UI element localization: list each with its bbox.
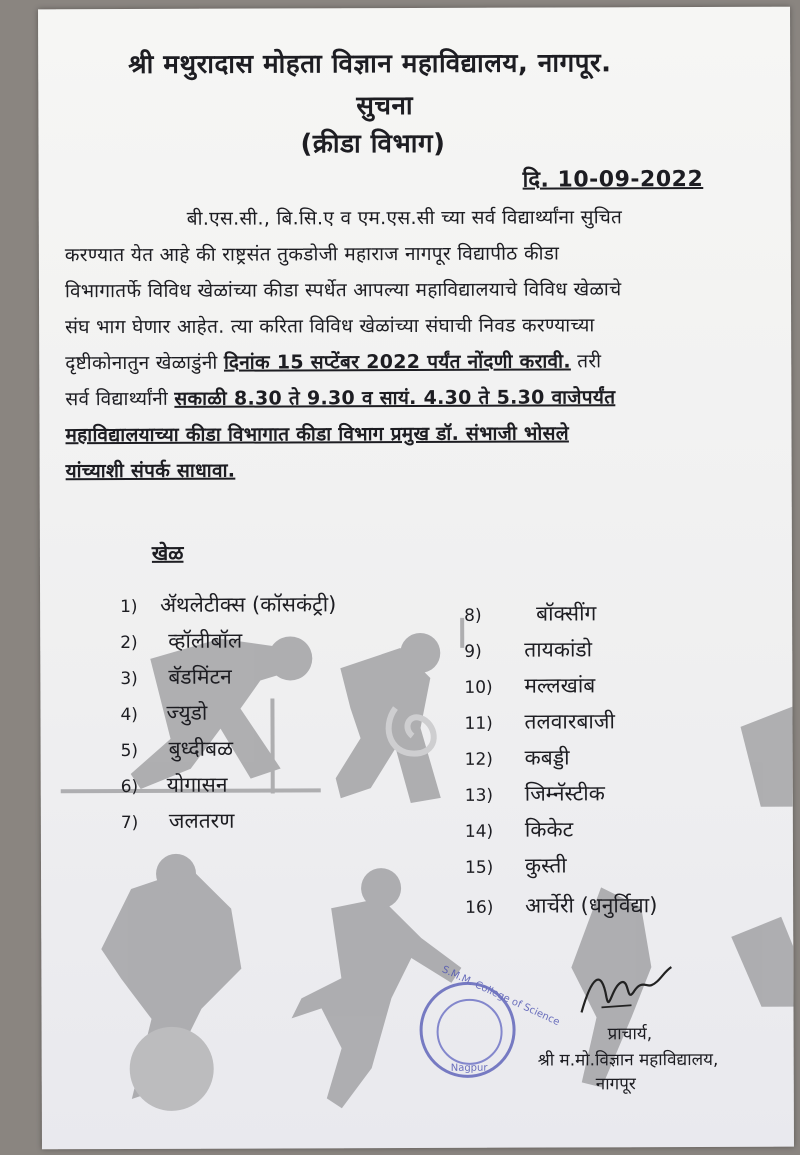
sport-item: आर्चेरी (धनुर्विद्या) xyxy=(525,893,658,918)
principal-college: श्री म.मो.विज्ञान महाविद्यालय, xyxy=(537,1049,719,1071)
sport-number: 3) xyxy=(120,668,138,690)
department-name: (क्रीडा विभाग) xyxy=(300,128,446,160)
notice-date: दि. 10-09-2022 xyxy=(522,166,704,193)
sport-number: 9) xyxy=(464,641,482,662)
body-line-8: यांच्याशी संपर्क साधावा. xyxy=(65,459,236,483)
contact-timings: सकाळी 8.30 ते 9.30 व सायं. 4.30 ते 5.30 वाजेपर्यंत xyxy=(174,386,616,410)
sports-heading: खेळ xyxy=(151,540,184,565)
sport-item: बुध्दीबळ xyxy=(168,736,234,761)
stamp-inner-ring xyxy=(436,999,502,1065)
sport-item: ज्युडो xyxy=(166,700,208,725)
body-line-1: बी.एस.सी., बि.सि.ए व एम.एस.सी च्या सर्व विद्यार्थ्यांना सुचित xyxy=(186,206,623,230)
stamp-top-text: S.M.M. College of Science xyxy=(440,964,562,1029)
sport-number: 14) xyxy=(464,821,494,842)
sport-number: 7) xyxy=(120,812,139,834)
notice-paper xyxy=(38,7,794,1150)
sport-item: कुस्ती xyxy=(524,853,567,878)
sport-number: 16) xyxy=(465,897,494,918)
body-line-3: विभागातर्फे विविध खेळांच्या कीडा स्पर्धेत आपल्या महाविद्यालयाचे विविध खेळाचे xyxy=(64,278,622,303)
sport-number: 5) xyxy=(120,740,139,762)
sport-item: योगासन xyxy=(166,772,228,797)
sport-item: किकेट xyxy=(524,817,574,842)
body-line-5-suffix: तरी xyxy=(577,350,602,373)
sport-item: व्हॉलीबॉल xyxy=(168,628,243,653)
sport-number: 11) xyxy=(464,713,493,734)
principal-city: नागपूर xyxy=(595,1074,636,1095)
sport-number: 13) xyxy=(464,785,494,806)
sport-number: 12) xyxy=(464,749,493,770)
sport-item: बॅडमिंटन xyxy=(168,664,232,689)
principal-designation: प्राचार्य, xyxy=(607,1024,653,1045)
sport-number: 8) xyxy=(464,605,482,626)
sport-number: 4) xyxy=(120,704,138,726)
sport-number: 1) xyxy=(120,596,138,618)
body-line-2: करण्यात येत आहे की राष्ट्रसंत तुकडोजी महाराज नागपूर विद्यापीठ कीडा xyxy=(64,242,560,267)
body-line-6 xyxy=(65,379,615,417)
body-line-5-prefix: दृष्टीकोनातुन खेळाडुंनी xyxy=(65,351,218,375)
principal-signature xyxy=(571,957,681,1027)
sport-item: कबड्डी xyxy=(524,745,570,770)
sport-item: ॲथलेटीक्स (कॉसकंट्री) xyxy=(160,592,337,617)
sport-number: 2) xyxy=(120,632,138,654)
registration-deadline: दिनांक 15 सप्टेंबर 2022 पर्यंत नोंदणी करावी. xyxy=(223,350,571,374)
body-line-4: संघ भाग घेणार आहेत. त्या करिता विविध खेळांच्या संघाची निवड करण्याच्या xyxy=(65,314,595,339)
stamp-bottom-text: Nagpur xyxy=(450,1062,488,1074)
sport-item: बॉक्सींग xyxy=(536,601,597,626)
sport-number: 6) xyxy=(120,776,139,798)
sport-item: मल्लखांब xyxy=(524,673,596,698)
sport-item: तायकांडो xyxy=(524,637,593,662)
sport-item: जलतरण xyxy=(168,808,235,833)
college-stamp xyxy=(419,964,562,1078)
institution-name: श्री मथुरादास मोहता विज्ञान महाविद्यालय, नागपूर. xyxy=(128,48,612,81)
body-line-5 xyxy=(65,343,601,381)
sport-number: 15) xyxy=(464,857,494,878)
body-line-6-prefix: सर्व विद्यार्थ्यांनी xyxy=(65,387,169,411)
sport-number: 10) xyxy=(464,677,493,698)
notice-title: सुचना xyxy=(356,91,414,122)
sport-item: जिम्नॅस्टीक xyxy=(524,781,605,806)
body-line-7: महाविद्यालयाच्या कीडा विभागात कीडा विभाग प्रमुख डॉ. संभाजी भोसले xyxy=(65,422,569,447)
sport-item: तलवारबाजी xyxy=(524,709,615,734)
